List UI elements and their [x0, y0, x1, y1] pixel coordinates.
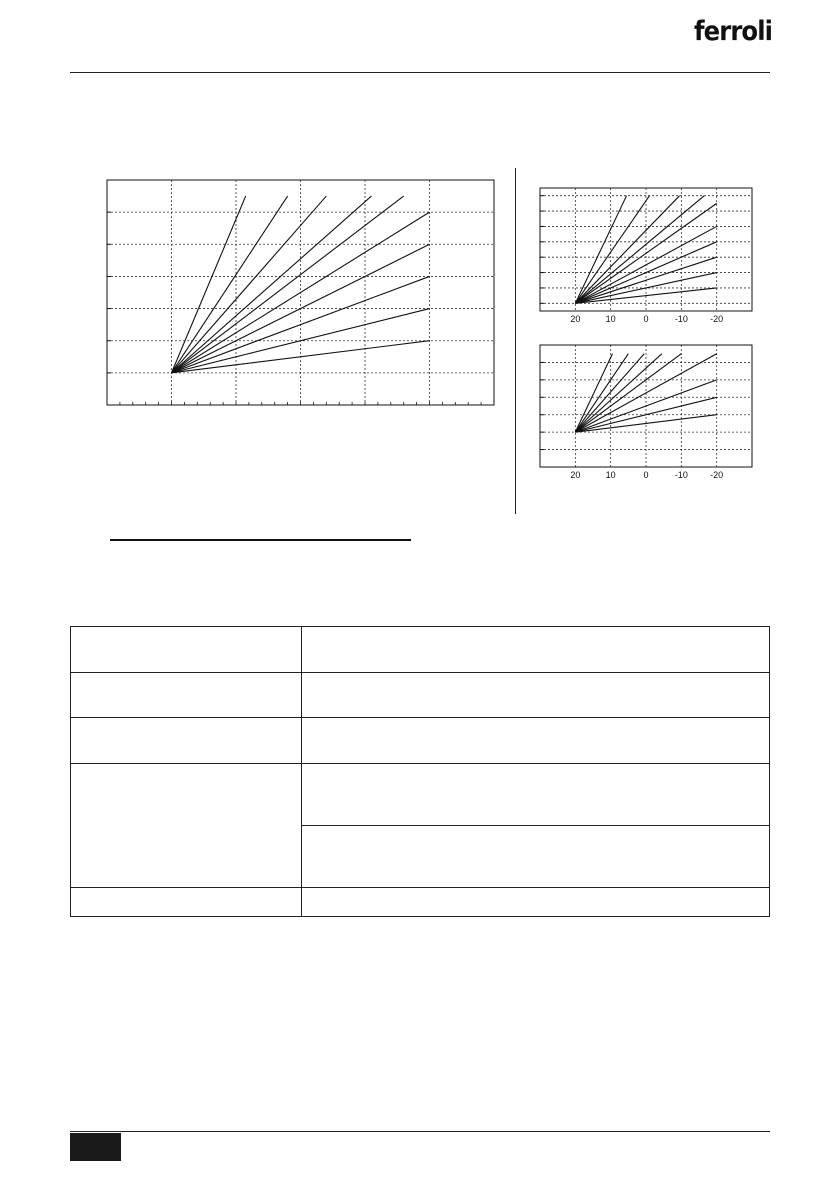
x-tick-label: -20	[710, 314, 724, 324]
x-tick-label: -10	[674, 314, 688, 324]
table-cell	[71, 673, 302, 718]
table-cell	[71, 764, 302, 888]
curve-line	[575, 354, 644, 432]
table-cell	[302, 888, 770, 917]
table-cell	[302, 627, 770, 673]
vertical-divider	[515, 168, 516, 514]
x-tick-label: -10	[674, 470, 688, 480]
small-heating-curve-chart-2	[538, 343, 753, 478]
main-heating-curve-chart	[105, 178, 497, 414]
x-tick-label: 20	[570, 314, 581, 324]
curve-line	[575, 196, 626, 304]
table-cell	[302, 826, 770, 888]
curve-line	[172, 276, 430, 372]
footer-rule	[70, 1131, 770, 1132]
curve-line	[172, 309, 430, 373]
x-tick-label: 20	[570, 470, 581, 480]
curve-line	[575, 196, 704, 304]
table-row	[71, 673, 770, 718]
page-number-tab	[70, 1133, 121, 1161]
table-row	[71, 627, 770, 673]
table-cell	[71, 627, 302, 673]
small-heating-curve-chart-1	[538, 186, 753, 324]
x-tick-label: -20	[710, 470, 724, 480]
x-tick-label: 10	[605, 314, 616, 324]
curve-line	[172, 196, 372, 373]
table-row	[71, 718, 770, 764]
table-row	[71, 764, 770, 826]
curve-line	[575, 354, 681, 432]
table-row	[71, 888, 770, 917]
curve-line	[172, 196, 327, 373]
table-cell	[302, 673, 770, 718]
parameter-table	[70, 626, 770, 917]
table-cell	[71, 888, 302, 917]
curve-line	[575, 196, 679, 304]
curve-line	[172, 196, 246, 373]
table-cell	[71, 718, 302, 764]
x-tick-label: 10	[605, 470, 616, 480]
curve-line	[172, 196, 404, 373]
x-tick-label: 0	[643, 470, 649, 480]
x-tick-label: 0	[643, 314, 649, 324]
header-rule	[70, 72, 770, 73]
brand-logo: ferroli	[694, 16, 773, 47]
section-underline	[110, 539, 411, 541]
table-cell	[302, 718, 770, 764]
curve-line	[575, 354, 628, 432]
curve-line	[575, 354, 662, 432]
curve-line	[172, 196, 288, 373]
table-cell	[302, 764, 770, 826]
